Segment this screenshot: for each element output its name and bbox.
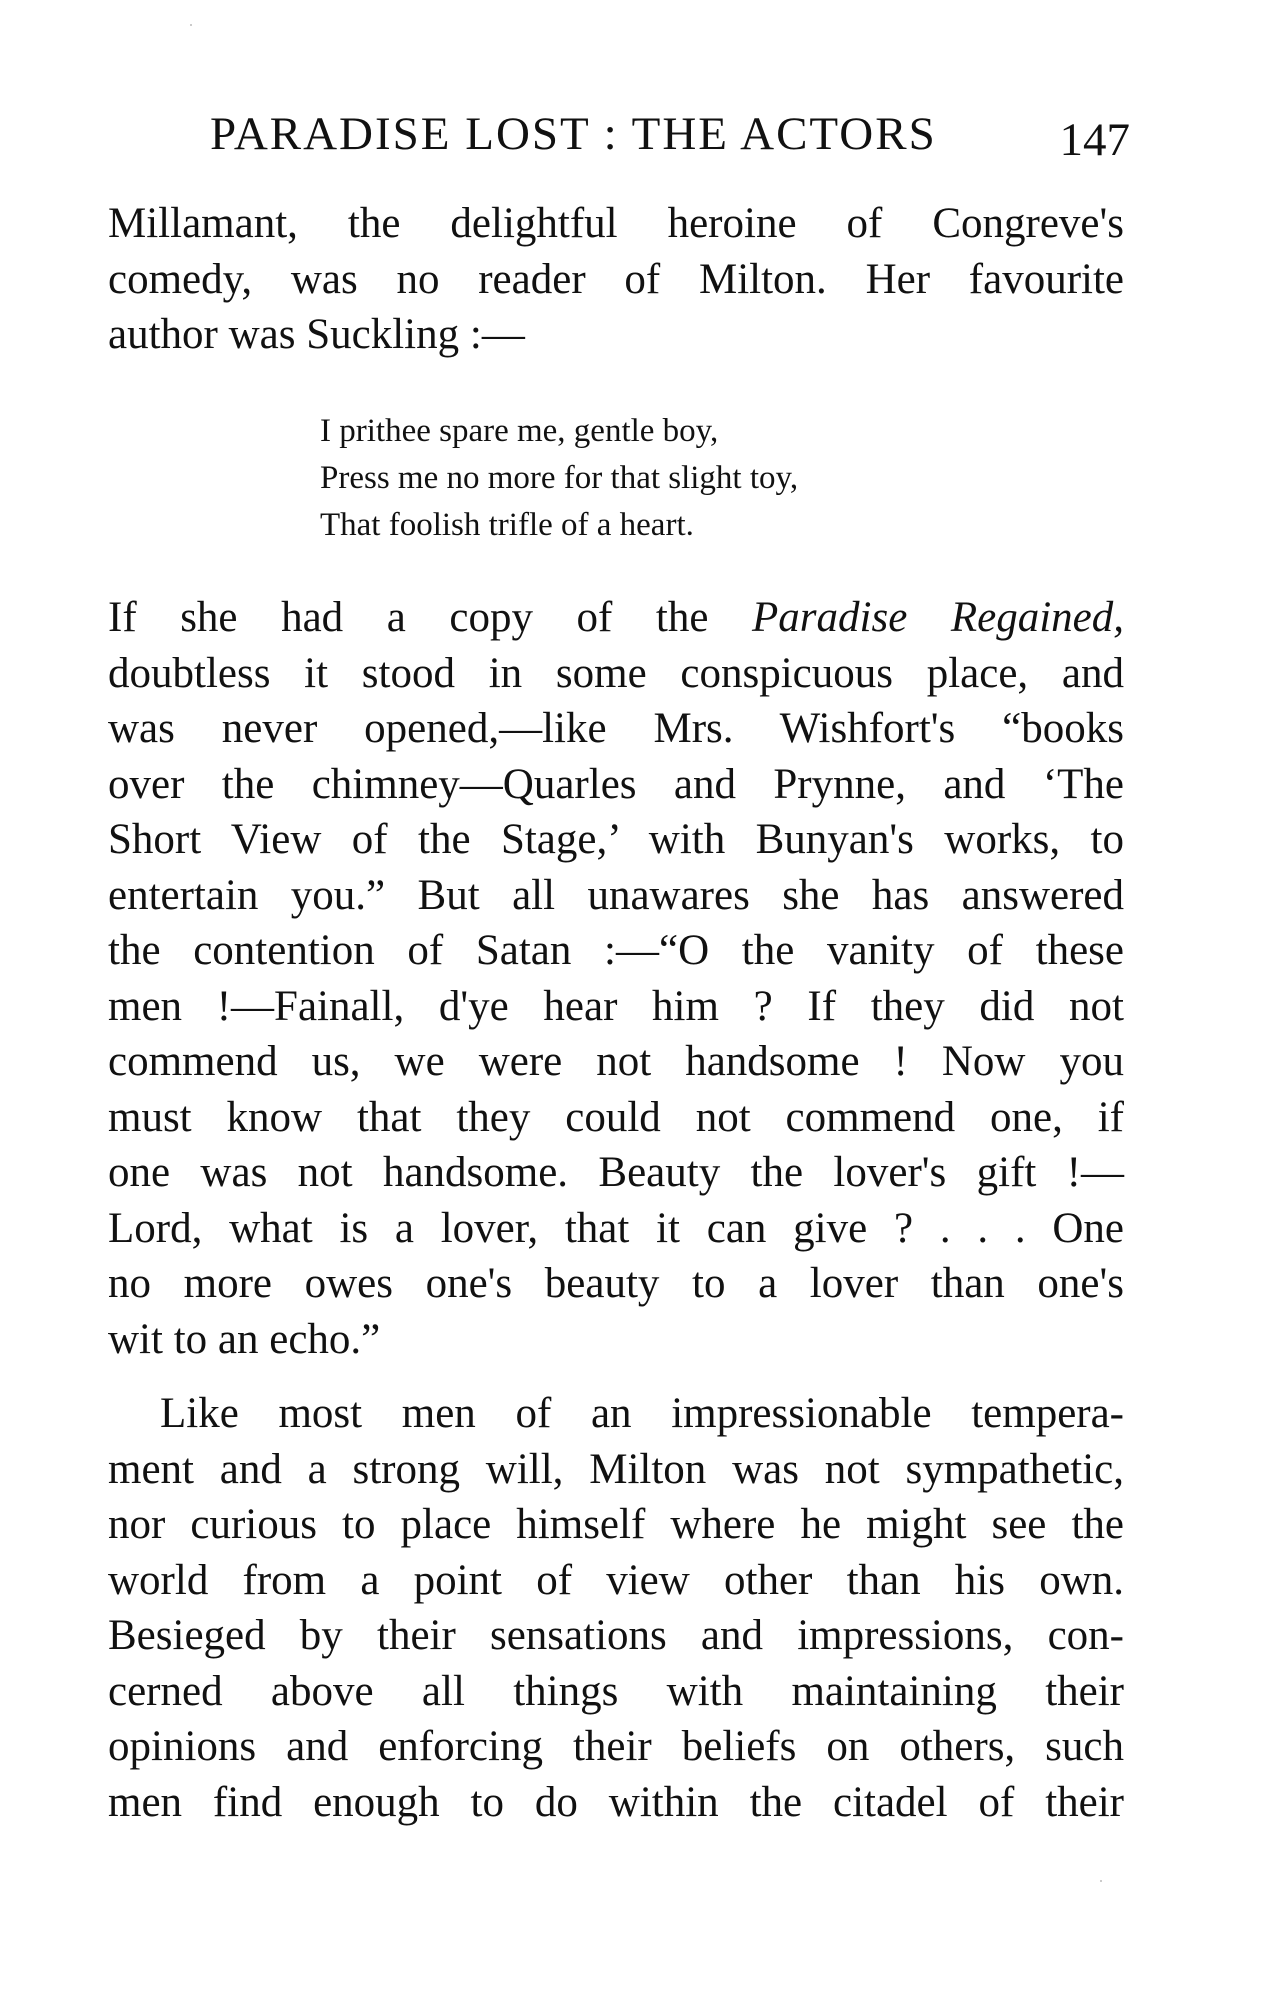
text-line: world from a point of view other than his own.: [108, 1556, 1124, 1604]
text-line: author was Suckling :—: [108, 311, 525, 358]
text-line: Short View of the Stage,’ with Bunyan's works, to: [108, 816, 1124, 863]
verse-quotation: [320, 408, 798, 549]
text-line: commend us, we were not handsome ! Now you: [108, 1038, 1124, 1085]
text-line: men find enough to do within the citadel of their: [108, 1778, 1124, 1826]
text-line: doubtless it stood in some conspicuous place, and: [108, 649, 1124, 697]
verse-line: Press me no more for that slight toy,: [320, 460, 799, 496]
text-line: was never opened,—like Mrs. Wishfort's “books: [108, 705, 1124, 752]
text-line: Lord, what is a lover, that it can give ? . . . One: [108, 1204, 1124, 1252]
text-line: comedy, was no reader of Milton. Her favourite: [108, 255, 1124, 303]
text-line: one was not handsome. Beauty the lover's gift !—: [108, 1149, 1124, 1196]
verse-line: I prithee spare me, gentle boy,: [320, 413, 719, 449]
book-title-italic: Paradise Regained,: [752, 594, 1124, 641]
text-line: ment and a strong will, Milton was not sympathetic,: [108, 1445, 1124, 1493]
text-line: [108, 590, 1124, 646]
page-number: 147: [1059, 114, 1130, 166]
paragraph-milton-temperament: [108, 1386, 1124, 1830]
paragraph-millamant: [108, 196, 1124, 363]
text-line: cerned above all things with maintaining their: [108, 1667, 1124, 1715]
paper-speck: [190, 24, 192, 26]
text-line: Millamant, the delightful heroine of Congreve's: [108, 200, 1124, 247]
text-line: wit to an echo.”: [108, 1315, 381, 1363]
paragraph-paradise-regained: [108, 590, 1124, 1367]
verse-line: That foolish trifle of a heart.: [320, 507, 694, 543]
paper-speck: [1100, 1880, 1102, 1882]
text-line: entertain you.” But all unawares she has answered: [108, 871, 1124, 919]
text-line: men !—Fainall, d'ye hear him ? If they did not: [108, 982, 1124, 1030]
text-line: over the chimney—Quarles and Prynne, and ‘The: [108, 760, 1124, 808]
text-line: must know that they could not commend one, if: [108, 1093, 1124, 1141]
running-head: [210, 104, 1130, 164]
text-line: the contention of Satan :—“O the vanity of these: [108, 927, 1124, 974]
text-line: nor curious to place himself where he might see the: [108, 1501, 1124, 1548]
text-line: Like most men of an impressionable tempera-: [160, 1390, 1124, 1437]
text-line: opinions and enforcing their beliefs on others, such: [108, 1723, 1124, 1770]
text-run: If she had a copy of the: [108, 594, 753, 641]
text-line: no more owes one's beauty to a lover than one's: [108, 1260, 1124, 1307]
running-head-title: PARADISE LOST : THE ACTORS: [210, 108, 937, 160]
text-line: Besieged by their sensations and impressions, con-: [108, 1612, 1124, 1659]
